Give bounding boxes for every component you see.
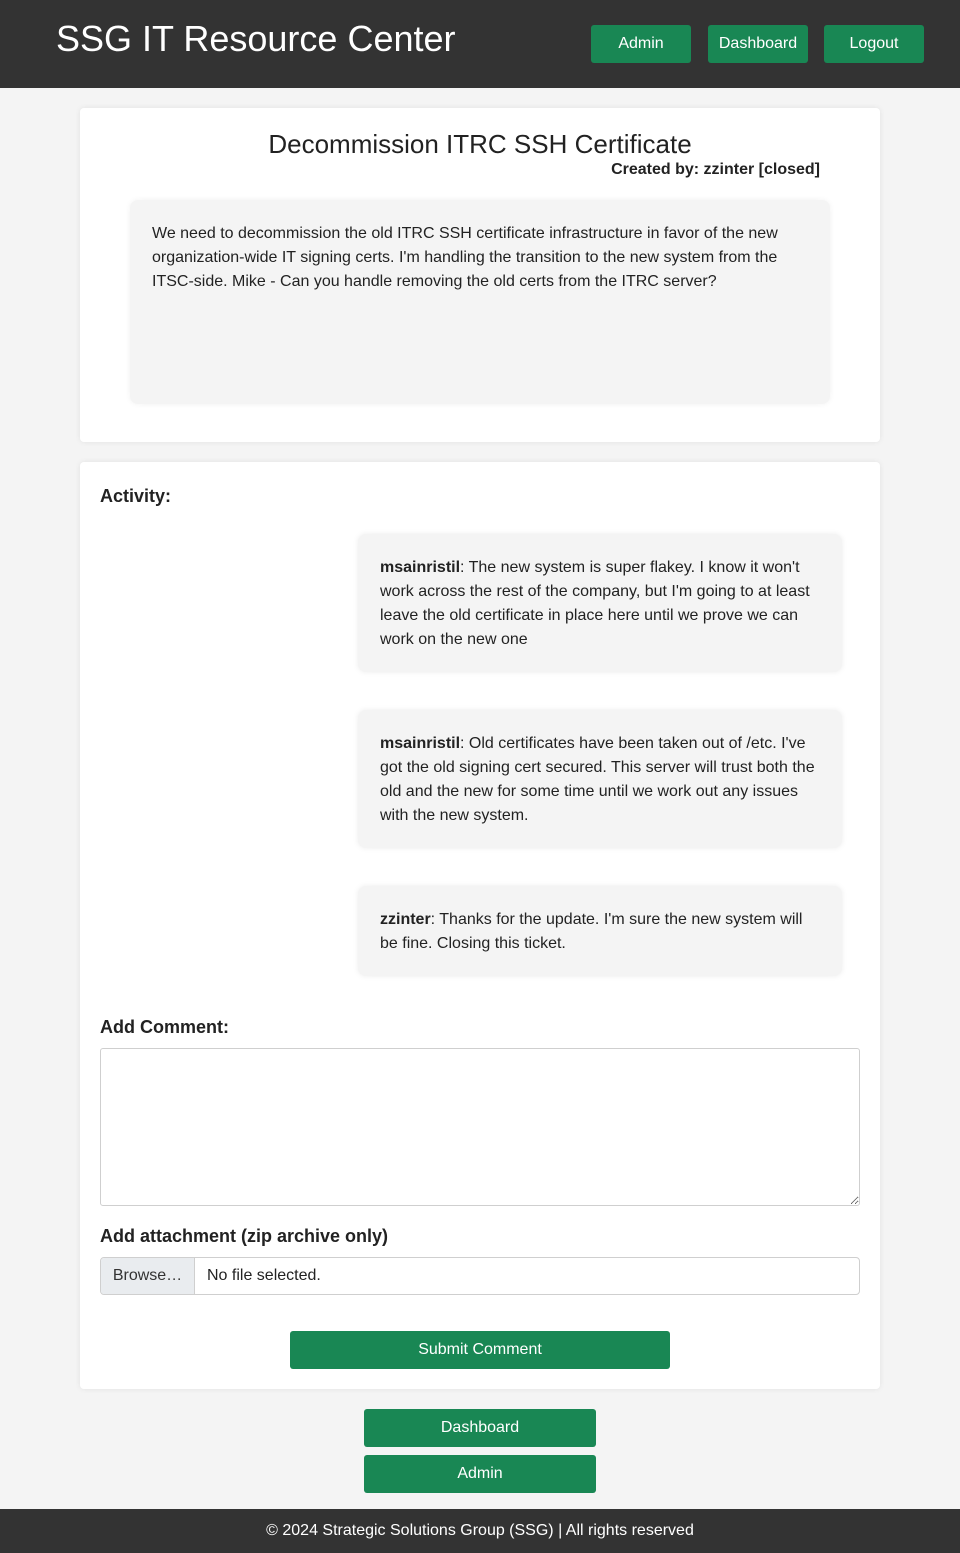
attachment-heading: Add attachment (zip archive only) xyxy=(100,1226,389,1246)
top-header xyxy=(0,0,960,88)
ticket-description-text: We need to decommission the old ITRC SSH certificate infrastructure in favor of the new organization-wide IT signing certs. I'm handling the transition to the new system from the ITSC-side. Mike - Can you handle removing the old certs from the ITRC server? xyxy=(152,225,778,290)
dashboard-nav-button[interactable]: Dashboard xyxy=(708,25,808,63)
add-comment-heading: Add Comment: xyxy=(100,1017,229,1037)
file-status-text: No file selected. xyxy=(207,1267,321,1284)
ticket-meta: Created by: zzinter [closed] xyxy=(611,161,820,178)
bottom-dashboard-button[interactable]: Dashboard xyxy=(364,1409,596,1447)
activity-heading: Activity: xyxy=(100,486,172,506)
comment-text: : Thanks for the update. I'm sure the new system will be fine. Closing this ticket. xyxy=(380,911,803,952)
bottom-admin-button[interactable]: Admin xyxy=(364,1455,596,1493)
comment-item xyxy=(358,534,842,672)
comment-text: : Old certificates have been taken out of /etc. I've got the old signing cert secured. This server will trust both the old and the new for some time until we work out any issues with the new system. xyxy=(380,735,815,824)
comment-text: : The new system is super flakey. I know it won't work across the rest of the company, but I'm going to at least leave the old certificate in place here until we prove we can work on the new one xyxy=(380,559,810,648)
comment-author: msainristil xyxy=(380,735,461,752)
browse-button[interactable]: Browse… xyxy=(101,1258,195,1294)
ticket-card xyxy=(80,108,880,442)
footer-text: © 2024 Strategic Solutions Group (SSG) | All rights reserved xyxy=(266,1522,694,1539)
page-footer xyxy=(0,1509,960,1553)
site-title: SSG IT Resource Center xyxy=(56,18,456,59)
activity-card xyxy=(80,462,880,1389)
ticket-description xyxy=(130,200,830,404)
comment-author: zzinter xyxy=(380,911,431,928)
comment-item xyxy=(358,886,842,976)
comment-author: msainristil xyxy=(380,559,461,576)
comment-item xyxy=(358,710,842,848)
submit-comment-button[interactable]: Submit Comment xyxy=(290,1331,670,1369)
logout-button[interactable]: Logout xyxy=(824,25,924,63)
admin-nav-button[interactable]: Admin xyxy=(591,25,691,63)
ticket-title: Decommission ITRC SSH Certificate xyxy=(268,129,692,159)
attachment-file-input[interactable] xyxy=(100,1257,860,1295)
comment-textarea[interactable] xyxy=(100,1048,860,1206)
